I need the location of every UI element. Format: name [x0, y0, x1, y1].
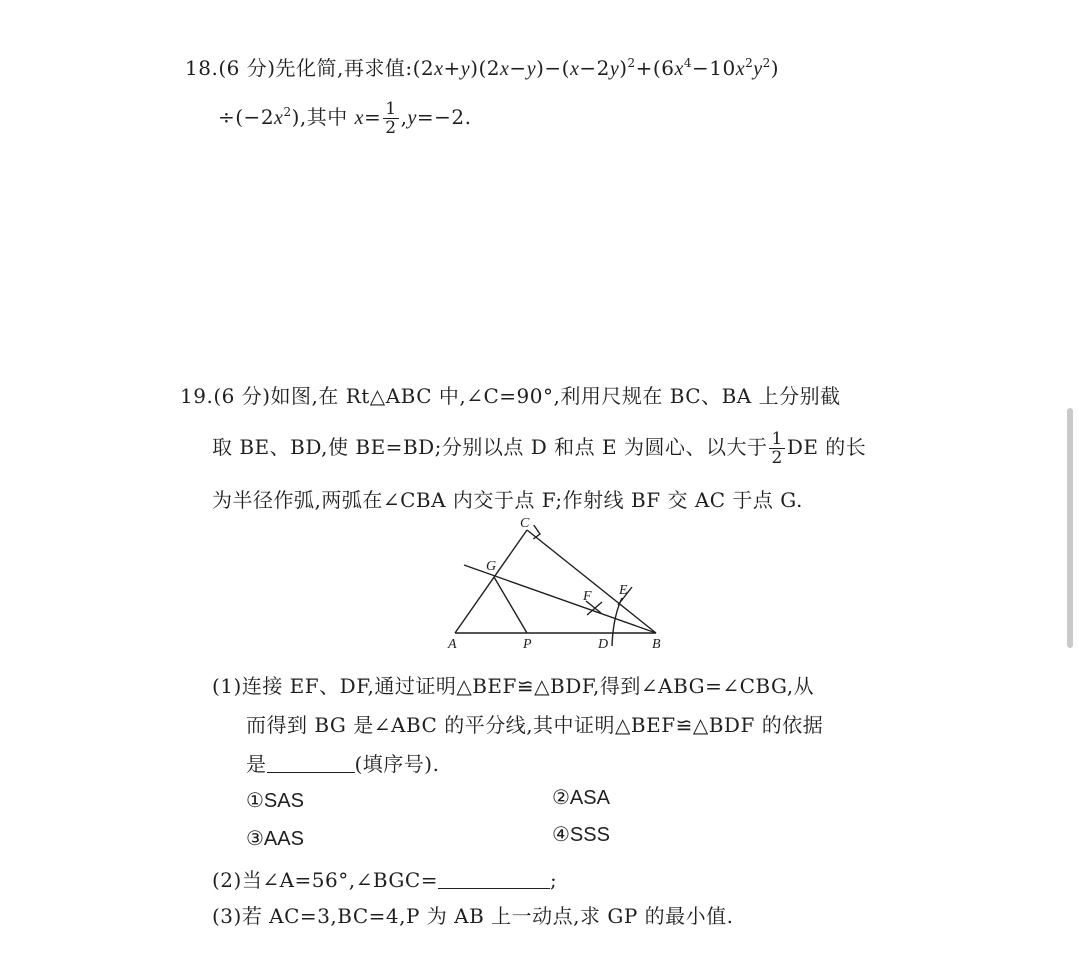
fraction-numerator: 1: [385, 99, 397, 119]
exponent: 4: [683, 56, 692, 70]
var-y: y: [407, 107, 417, 129]
label-a: A: [448, 637, 457, 652]
q19-part2-end: ;: [549, 868, 558, 892]
expr-part: −2: [579, 56, 610, 80]
option-4: ④SSS: [552, 824, 610, 846]
q18-number: 18.: [185, 56, 219, 80]
expr-part: +: [443, 56, 461, 80]
label-f: F: [583, 589, 592, 604]
var-x: x: [354, 107, 364, 129]
expr-part: −10: [692, 56, 736, 80]
expr-part: =: [364, 105, 382, 129]
option-3: ③AAS: [246, 828, 304, 850]
fraction-one-half: [383, 100, 398, 137]
expr-part: ÷(−2: [218, 105, 275, 129]
q19-number: 19.: [180, 384, 214, 408]
expr-part: )−(: [536, 56, 570, 80]
exponent: 2: [762, 56, 771, 70]
label-p: P: [523, 637, 532, 652]
fraction-denominator: 2: [385, 118, 397, 138]
fraction-numerator: 1: [771, 429, 783, 449]
expr-part: (2: [412, 56, 435, 80]
q19-part3-text: (3)若 AC=3,BC=4,P 为 AB 上一动点,求 GP 的最小值.: [212, 904, 734, 928]
q18-line-1: [185, 52, 779, 81]
answer-blank-2[interactable]: [438, 870, 550, 889]
expr-part: ,: [400, 105, 408, 129]
var-x: x: [500, 58, 510, 80]
exponent: 2: [283, 105, 292, 119]
q19-text-1: 如图,在 Rt△ABC 中,∠C=90°,利用尺规在 BC、BA 上分别截: [270, 384, 841, 408]
label-e: E: [619, 583, 628, 598]
q19-score: (6 分): [213, 384, 271, 408]
q19-part1-text-1: (1)连接 EF、DF,通过证明△BEF≌△BDF,得到∠ABG=∠CBG,从: [212, 674, 815, 698]
triangle-figure: [440, 512, 700, 652]
expr-part: =−2.: [416, 105, 472, 129]
expr-part: ): [619, 56, 628, 80]
expr-part: ),其中: [291, 105, 355, 129]
var-x: x: [569, 58, 580, 80]
q19-part2-text: (2)当∠A=56°,∠BGC=: [212, 868, 438, 892]
var-x: x: [735, 58, 746, 80]
var-y: y: [460, 58, 471, 80]
q19-line-1: [180, 380, 841, 409]
q19-text-2a: 取 BE、BD,使 BE=BD;分别以点 D 和点 E 为圆心、以大于: [212, 435, 768, 459]
ray-bf: [464, 565, 656, 633]
q18-score: (6 分): [218, 56, 276, 80]
q18-line-2: [218, 100, 471, 137]
q19-part2: [212, 864, 557, 893]
var-x: x: [674, 58, 684, 80]
expr-part: )(2: [470, 56, 501, 80]
right-angle-mark: [533, 525, 540, 539]
q19-part1-text-2: 而得到 BG 是∠ABC 的平分线,其中证明△BEF≌△BDF 的依据: [246, 713, 824, 737]
q18-intro: 先化简,再求值:: [275, 56, 413, 80]
q19-part1-text-3b: (填序号).: [354, 752, 440, 776]
expr-part: +(6: [635, 56, 675, 80]
var-y: y: [609, 58, 620, 80]
q19-part3: [212, 900, 734, 929]
label-d: D: [598, 637, 609, 652]
exponent: 2: [627, 56, 636, 70]
var-x: x: [274, 107, 284, 129]
q19-part1-line-1: [212, 670, 814, 699]
q19-text-3: 为半径作弧,两弧在∠CBA 内交于点 F;作射线 BF 交 AC 于点 G.: [212, 488, 803, 512]
q19-part1-text-3a: 是: [246, 752, 267, 776]
q19-line-2: [212, 430, 866, 467]
exponent: 2: [745, 56, 754, 70]
var-y: y: [753, 58, 763, 80]
fraction-denominator: 2: [771, 448, 783, 468]
segment-ac: [455, 530, 527, 633]
segment-cb: [527, 530, 656, 633]
option-1: ①SAS: [246, 790, 304, 812]
expr-part: ): [770, 56, 780, 80]
label-b: B: [652, 637, 661, 652]
var-y: y: [526, 58, 537, 80]
fraction-one-half: [769, 430, 784, 467]
expr-part: −: [509, 56, 527, 80]
q19-text-2b: DE 的长: [786, 435, 867, 459]
q19-part1-line-2: [246, 709, 823, 738]
answer-blank-1[interactable]: [267, 754, 355, 773]
q19-part1-line-3: [246, 748, 439, 777]
option-2: ②ASA: [552, 787, 610, 809]
var-x: x: [434, 58, 444, 80]
q19-line-3: [212, 484, 803, 513]
label-g: G: [486, 559, 497, 574]
scrollbar-thumb[interactable]: [1067, 408, 1073, 648]
label-c: C: [520, 516, 530, 531]
